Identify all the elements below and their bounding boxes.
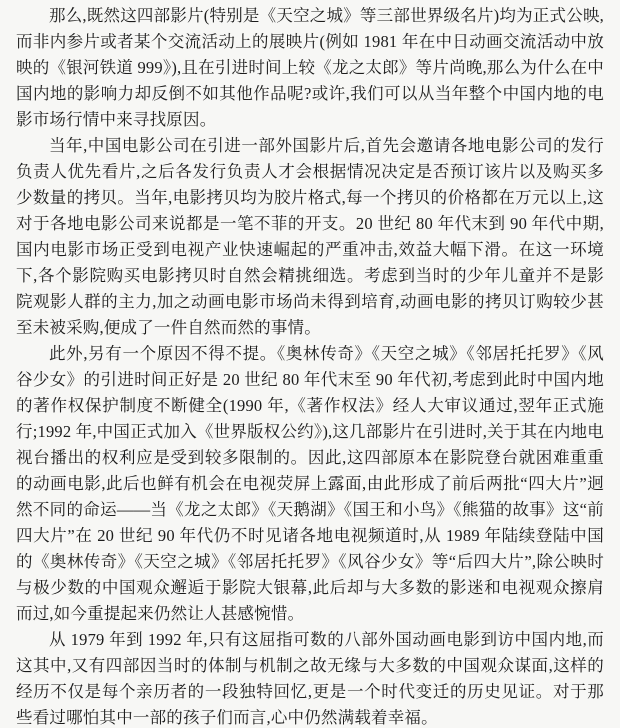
paragraph-2: 当年,中国电影公司在引进一部外国影片后,首先会邀请各地电影公司的发行负责人优先看片,之后各发行负责人才会根据情况决定是否预订该片以及购买多少数量的拷贝。当年,电影拷贝均为胶片格式,每一个拷贝的价格都在万元以上,这对于各地电影公司来说都是一笔不菲的开支。20 世纪 80 年代末到 90 年代中期,国内电影市场正受到电视产业快速崛起的严重冲击,效益大幅下滑。在这一环境下,各个影院购买电影拷贝时自然会精挑细选。考虑到当时的少年儿童并不是影院观影人群的主力,加之动画电影市场尚未得到培育,动画电影的拷贝订购较少甚至未被采购,便成了一件自然而然的事情。 bbox=[16, 136, 604, 337]
paragraph-3: 此外,另有一个原因不得不提。《奥林传奇》《天空之城》《邻居托托罗》《风谷少女》的引进时间正好是 20 世纪 80 年代末至 90 年代初,考虑到此时中国内地的著作权保护制度不断健全(1990 年,《著作权法》经人大审议通过,翌年正式施行;1992 年,中国正式加入《世界版权公约》),这几部影片在引进时,关于其在内地电视台播出的权利应是受到较多限制的。因此,这四部原本在影院登台就困难重重的动画电影,此后也鲜有机会在电视荧屏上露面,由此形成了前后两批“四大片”迥然不同的命运——当《龙之太郎》《天鹅湖》《国王和小鸟》《熊猫的故事》这“前四大片”在 20 世纪 90 年代仍不时见诸各地电视频道时,从 1989 年陆续登陆中国的《奥林传奇》《天空之城》《邻居托托罗》《风谷少女》等“后四大片”,除公映时与极少数的中国观众邂逅于影院大银幕,此后却与大多数的影迷和电视观众擦肩而过,如今重提起来仍然让人甚感惋惜。 bbox=[16, 344, 604, 623]
paragraph-1: 那么,既然这四部影片(特别是《天空之城》等三部世界级名片)均为正式公映,而非内参片或者某个交流活动上的展映片(例如 1981 年在中日动画交流活动中放映的《银河铁道 999》),且在引进时间上较《龙之太郎》等片尚晚,那么为什么在中国内地的影响力却反倒不如其他作品呢?或许,我们可以从当年整个中国内地的电影市场行情中来寻找原因。 bbox=[16, 6, 604, 129]
paragraph-4: 从 1979 年到 1992 年,只有这屈指可数的八部外国动画电影到访中国内地,而这其中,又有四部因当时的体制与机制之故无缘与大多数的中国观众谋面,这样的经历不仅是每个亲历者的一段独特回忆,更是一个时代变迁的历史见证。对于那些看过哪怕其中一部的孩子们而言,心中仍然满载着幸福。 bbox=[16, 630, 604, 727]
